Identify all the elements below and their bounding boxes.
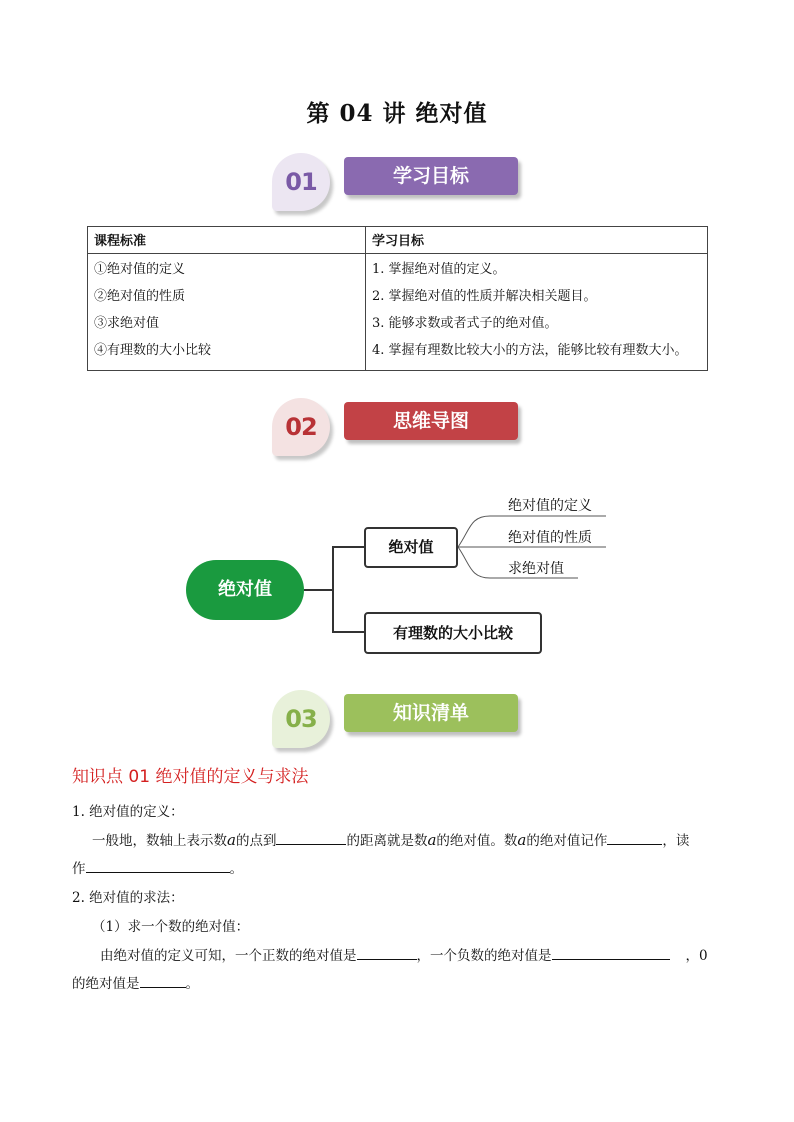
variable-a: a bbox=[517, 831, 527, 849]
knowledge-heading: 知识点 01 绝对值的定义与求法 bbox=[72, 767, 309, 787]
paragraph-method: 由绝对值的定义可知，一个正数的绝对值是 ，一个负数的绝对值是 ，0 bbox=[100, 944, 708, 964]
variable-a: a bbox=[427, 831, 437, 849]
paragraph-method-cont: 的绝对值是 。 bbox=[72, 972, 199, 992]
mindmap-leaf: 求绝对值 bbox=[508, 561, 564, 577]
list-item: ①绝对值的定义 bbox=[94, 262, 186, 277]
mindmap-branch-absolute-value: 绝对值 bbox=[364, 527, 458, 568]
list-item: ②绝对值的性质 bbox=[94, 289, 186, 304]
section-label: 学习目标 bbox=[344, 157, 518, 195]
mindmap-branch-rational-compare: 有理数的大小比较 bbox=[364, 612, 542, 654]
fill-blank[interactable] bbox=[552, 945, 670, 960]
list-item: 4. 掌握有理数比较大小的方法，能够比较有理数大小。 bbox=[372, 343, 688, 358]
fill-blank[interactable] bbox=[140, 973, 186, 988]
variable-a: a bbox=[227, 831, 236, 849]
mindmap-leaf: 绝对值的定义 bbox=[508, 498, 592, 514]
section-badge-knowledge bbox=[272, 690, 532, 750]
section-label: 思维导图 bbox=[344, 402, 518, 440]
paragraph-definition: 一般地，数轴上表示数a的点到 的距离就是数a的绝对值。数a的绝对值记作 ，读 bbox=[92, 831, 690, 849]
list-item: 2. 掌握绝对值的性质并解决相关题目。 bbox=[372, 289, 597, 304]
fill-blank[interactable] bbox=[607, 830, 662, 845]
table-header: 课程标准 bbox=[88, 227, 366, 254]
list-item: ④有理数的大小比较 bbox=[94, 343, 212, 358]
fill-blank[interactable] bbox=[357, 945, 417, 960]
fill-blank[interactable] bbox=[276, 830, 346, 845]
list-item: ③求绝对值 bbox=[94, 316, 160, 331]
table-header: 学习目标 bbox=[366, 227, 708, 254]
list-item: 1. 掌握绝对值的定义。 bbox=[372, 262, 506, 277]
section-number: 03 bbox=[272, 690, 330, 748]
list-item: 3. 能够求数或者式子的绝对值。 bbox=[372, 316, 558, 331]
paragraph-definition-cont: 作 。 bbox=[72, 857, 243, 877]
paragraph-definition-label: 1. 绝对值的定义： bbox=[72, 804, 184, 820]
paragraph-method-sub: （1）求一个数的绝对值： bbox=[92, 919, 250, 935]
section-number: 01 bbox=[272, 153, 330, 211]
mindmap-root: 绝对值 bbox=[186, 560, 304, 620]
section-label: 知识清单 bbox=[344, 694, 518, 732]
mindmap-leaf: 绝对值的性质 bbox=[508, 530, 592, 546]
paragraph-method-label: 2. 绝对值的求法： bbox=[72, 890, 184, 906]
section-number: 02 bbox=[272, 398, 330, 456]
fill-blank[interactable] bbox=[86, 858, 230, 873]
page-title: 第 04 讲 绝对值 bbox=[306, 100, 488, 127]
